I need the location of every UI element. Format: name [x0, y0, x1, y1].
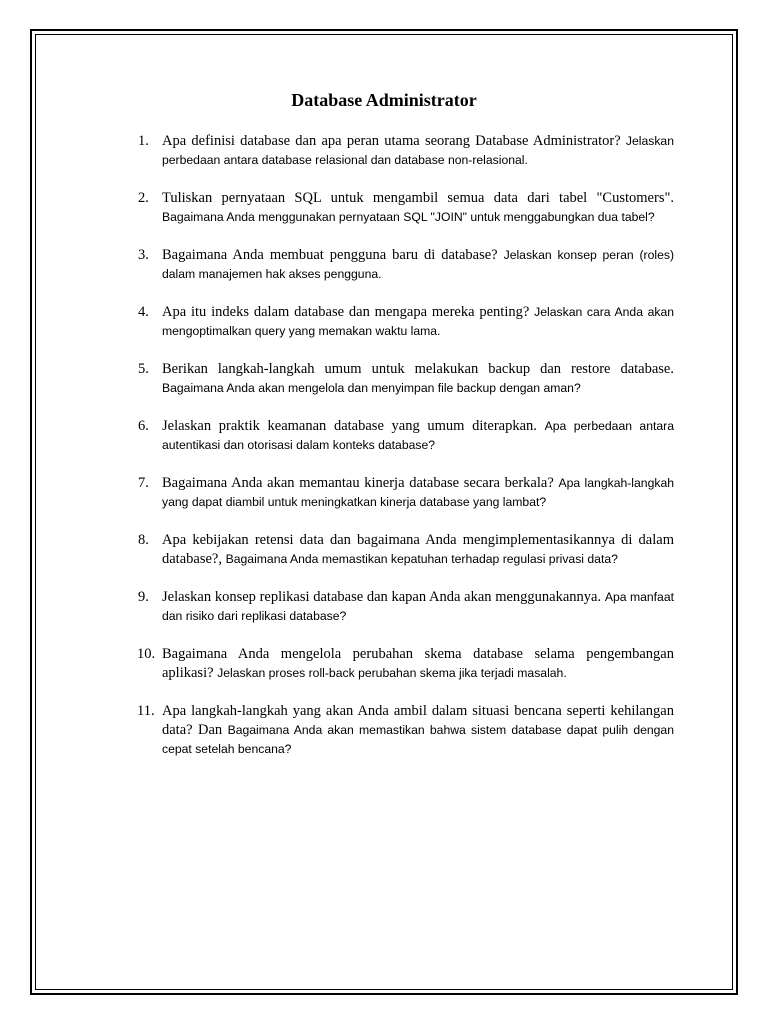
question-number: 7. — [138, 475, 149, 491]
question-item — [138, 303, 674, 341]
question-item — [138, 417, 674, 455]
question-item — [138, 474, 674, 512]
question-item — [138, 645, 674, 683]
question-text: Bagaimana Anda membuat pengguna baru di database? — [162, 247, 504, 263]
question-subtext: Jelaskan proses roll-back perubahan skema jika terjadi masalah. — [217, 666, 567, 680]
question-number: 5. — [138, 361, 149, 377]
question-item — [138, 702, 674, 759]
question-subtext: Bagaimana Anda menggunakan pernyataan SQL "JOIN" untuk menggabungkan dua tabel? — [162, 210, 655, 224]
question-text: Apa kebijakan retensi data dan bagaimana Anda mengimplementasikannya di dalam database?, — [162, 532, 674, 567]
question-number: 2. — [138, 190, 149, 206]
question-subtext: Bagaimana Anda akan mengelola dan menyimpan file backup dengan aman? — [162, 381, 581, 395]
question-text: Apa langkah-langkah yang akan Anda ambil dalam situasi bencana seperti kehilangan data? Dan — [162, 703, 674, 738]
question-subtext: Bagaimana Anda memastikan kepatuhan terhadap regulasi privasi data? — [225, 552, 618, 566]
question-number: 10. — [137, 646, 156, 662]
question-text: Bagaimana Anda mengelola perubahan skema database selama pengembangan aplikasi? — [162, 646, 674, 681]
question-number: 1. — [138, 133, 149, 149]
question-number: 4. — [138, 304, 149, 320]
question-text: Apa itu indeks dalam database dan mengapa mereka penting? — [162, 304, 535, 320]
question-item — [138, 531, 674, 569]
question-text: Jelaskan konsep replikasi database dan kapan Anda akan menggunakannya. — [162, 589, 605, 605]
question-text: Jelaskan praktik keamanan database yang umum diterapkan. — [162, 418, 545, 434]
question-number: 3. — [138, 247, 149, 263]
document-title: Database Administrator — [291, 90, 477, 110]
question-list — [138, 132, 674, 759]
question-text: Apa definisi database dan apa peran utama seorang Database Administrator? — [162, 133, 626, 149]
question-text: Tuliskan pernyataan SQL untuk mengambil semua data dari tabel "Customers". — [162, 190, 674, 206]
question-subtext: Jelaskan cara Anda akan mengoptimalkan query yang memakan waktu lama. — [162, 305, 675, 338]
question-subtext: Apa manfaat dan risiko dari replikasi database? — [162, 590, 674, 623]
question-subtext: Apa perbedaan antara autentikasi dan otorisasi dalam konteks database? — [162, 419, 674, 452]
question-subtext: Jelaskan konsep peran (roles) dalam manajemen hak akses pengguna. — [162, 248, 674, 281]
question-subtext: Bagaimana Anda akan memastikan bahwa sistem database dapat pulih dengan cepat setelah bencana? — [162, 723, 674, 756]
question-text: Berikan langkah-langkah umum untuk melakukan backup dan restore database. — [162, 361, 674, 377]
question-item — [138, 132, 674, 170]
question-item — [138, 246, 674, 284]
question-subtext: Jelaskan perbedaan antara database relasional dan database non-relasional. — [162, 134, 674, 167]
question-number: 6. — [138, 418, 149, 434]
question-item — [138, 360, 674, 398]
question-number: 8. — [138, 532, 149, 548]
question-item — [138, 189, 674, 227]
question-item — [138, 588, 674, 626]
question-text: Bagaimana Anda akan memantau kinerja database secara berkala? — [162, 475, 559, 491]
question-subtext: Apa langkah-langkah yang dapat diambil untuk meningkatkan kinerja database yang lambat? — [162, 476, 674, 509]
question-number: 9. — [138, 589, 149, 605]
question-number: 11. — [137, 703, 155, 719]
